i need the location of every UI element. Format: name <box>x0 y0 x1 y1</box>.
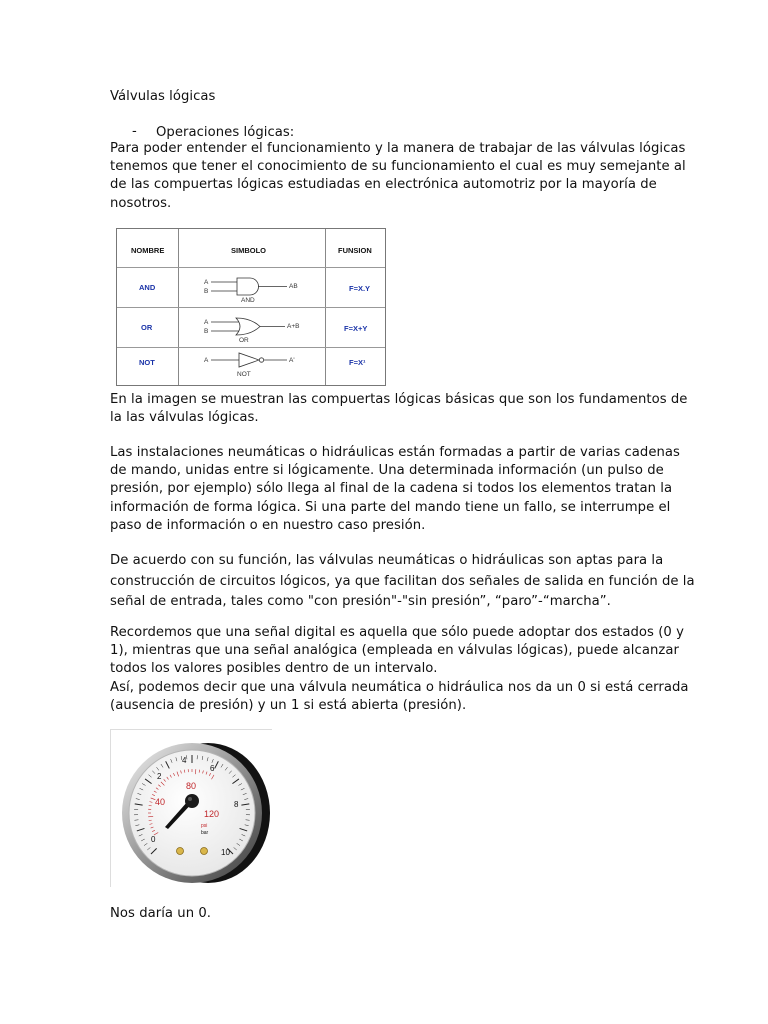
outer-label: 10 <box>221 848 230 857</box>
or-output: A+B <box>287 323 300 330</box>
func-not: F=X¹ <box>349 358 366 367</box>
not-output: A' <box>289 357 295 364</box>
func-or: F=X+Y <box>344 324 368 333</box>
and-output: AB <box>289 283 298 290</box>
gate-name-or: OR <box>141 323 153 332</box>
screw-icon <box>201 848 208 855</box>
paragraph-5 <box>110 624 689 715</box>
paragraph-2 <box>110 391 687 427</box>
or-gate-symbol <box>211 318 285 335</box>
outer-label: 0 <box>151 835 156 844</box>
paragraph-line: Las instalaciones neumáticas o hidráulicas están formadas a partir de varias cadenas <box>110 445 680 460</box>
and-input-a: A <box>204 279 209 286</box>
paragraph-line: presión, por ejemplo) sólo llega al final de la cadena si todos los elementos tratan la <box>110 481 673 497</box>
paragraph-line: Recordemos que una señal digital es aquella que sólo puede adoptar dos estados (0 y <box>110 625 684 640</box>
bullet-heading: Operaciones lógicas: <box>156 125 295 140</box>
pressure-gauge-icon <box>110 729 272 887</box>
paragraph-line: 1), mientras que una señal analógica (empleada en válvulas lógicas), puede alcanzar <box>110 643 679 659</box>
paragraph-1 <box>110 140 686 213</box>
bullet-dash: - <box>132 124 137 139</box>
paragraph-line: de las compuertas lógicas estudiadas en electrónica automotriz por la mayoría de <box>110 177 657 193</box>
needle-hub <box>185 794 199 808</box>
and-input-b: B <box>204 288 209 295</box>
units-bar: bar <box>201 830 209 836</box>
not-input-a: A <box>204 357 209 364</box>
paragraph-line: de mando, unidas entre si lógicamente. Una determinada información (un pulso de <box>110 463 664 479</box>
paragraph-line: la las válvulas lógicas. <box>110 410 259 426</box>
paragraph-line: Para poder entender el funcionamiento y la manera de trabajar de las válvulas lógicas <box>110 141 686 156</box>
and-gate-symbol <box>211 278 287 295</box>
paragraph-line: tenemos que tener el conocimiento de su funcionamiento el cual es muy semejante al <box>110 159 686 175</box>
logic-gates-table <box>116 228 386 386</box>
doc-title: Válvulas lógicas <box>110 89 216 104</box>
pressure-gauge-image <box>110 729 272 887</box>
units-psi: psi <box>201 823 208 829</box>
paragraph-line: construcción de circuitos lógicos, ya que facilitan dos señales de salida en función de la <box>110 573 695 589</box>
paragraph-line: nosotros. <box>110 195 172 211</box>
gate-name-not: NOT <box>139 358 155 367</box>
or-input-a: A <box>204 319 209 326</box>
screw-icon <box>177 848 184 855</box>
and-caption: AND <box>241 297 255 304</box>
header-nombre: NOMBRE <box>131 246 165 255</box>
outer-label: 4 <box>182 756 187 765</box>
paragraph-line: información de forma lógica. Si una parte del mando tiene un fallo, se interrumpe el <box>110 499 671 515</box>
header-funsion: FUNSION <box>338 246 372 255</box>
outer-label: 8 <box>234 800 239 809</box>
or-input-b: B <box>204 328 209 335</box>
inner-label: 120 <box>204 809 220 819</box>
func-and: F=X.Y <box>349 284 371 293</box>
not-caption: NOT <box>237 371 251 378</box>
outer-label: 6 <box>210 764 215 773</box>
inner-label: 80 <box>186 781 197 791</box>
inner-label: 40 <box>155 797 166 807</box>
paragraph-line: (ausencia de presión) y un 1 si está abierta (presión). <box>110 697 467 713</box>
not-gate-symbol <box>211 353 287 367</box>
paragraph-4 <box>110 551 695 613</box>
header-simbolo: SIMBOLO <box>231 246 266 255</box>
gate-name-and: AND <box>139 283 156 292</box>
paragraph-line: En la imagen se muestran las compuertas lógicas básicas que son los fundamentos de <box>110 392 688 407</box>
paragraph-3 <box>110 444 680 535</box>
paragraph-6: Nos daría un 0. <box>110 906 212 921</box>
gate-symbols <box>117 229 387 387</box>
paragraph-line: señal de entrada, tales como "con presión"-"sin presión”, “paro”-“marcha”. <box>110 594 611 609</box>
paragraph-line: Así, podemos decir que una válvula neumática o hidráulica nos da un 0 si está cerrada <box>110 679 689 695</box>
or-caption: OR <box>239 337 249 344</box>
paragraph-line: todos los valores posibles dentro de un intervalo. <box>110 661 438 677</box>
paragraph-line: paso de información o en nuestro caso presión. <box>110 517 426 533</box>
outer-label: 2 <box>157 772 162 781</box>
paragraph-line: De acuerdo con su función, las válvulas neumáticas o hidráulicas son aptas para la <box>110 553 664 568</box>
